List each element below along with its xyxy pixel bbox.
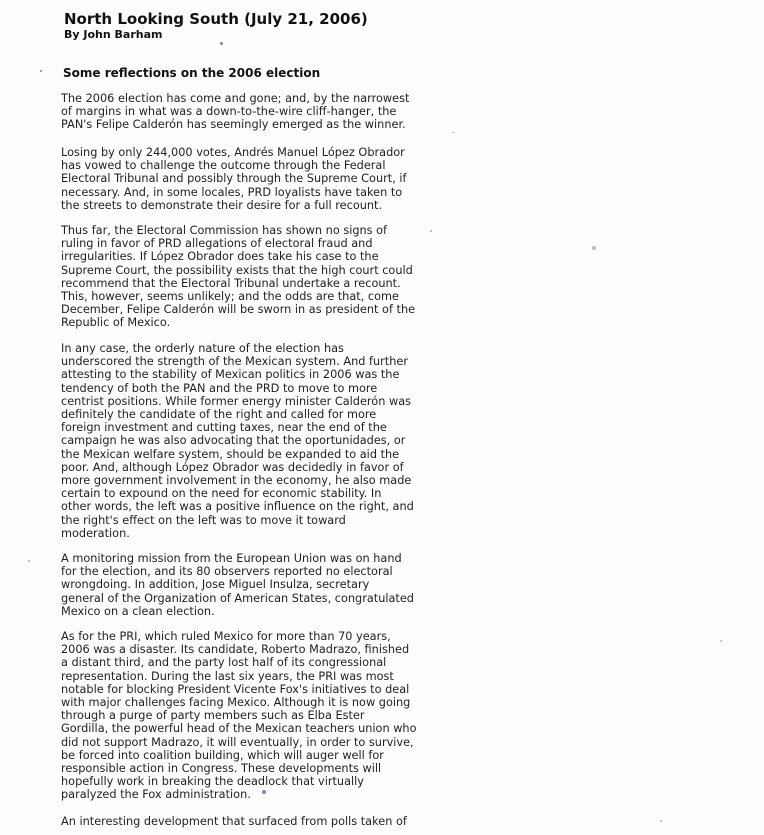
paragraph-line: A monitoring mission from the European Union was on hand (61, 552, 402, 565)
paragraph-line: Republic of Mexico. (61, 316, 171, 330)
paragraph-line: moderation. (61, 526, 130, 540)
paragraph-line: 2006 was a disaster. Its candidate, Roberto Madrazo, finished (61, 643, 410, 657)
paragraph-line: necessary. And, in some locales, PRD loyalists have taken to (61, 185, 403, 199)
paragraph-line: with major challenges facing Mexico. Although it is now going (61, 696, 411, 710)
scan-speck (40, 70, 42, 72)
scan-speck (430, 230, 432, 232)
paragraph-line: representation. During the last six years, the PRI was most (61, 669, 394, 683)
paragraph-line: Thus far, the Electoral Commission has shown no signs of (61, 224, 388, 237)
paragraph-line: the Mexican welfare system, should be expanded to aid the (61, 447, 400, 461)
paragraph-line: a distant third, and the party lost half of its congressional (61, 656, 387, 670)
paragraph-line: the streets to demonstrate their desire for a full recount. (61, 198, 383, 212)
paragraph-line: irregularities. If López Obrador does take his case to the (61, 250, 379, 264)
scan-speck (452, 132, 455, 133)
paragraph-line: wrongdoing. In addition, Jose Miguel Insulza, secretary (61, 578, 370, 592)
paragraph-line: be forced into coalition building, which will auger well for (61, 748, 384, 762)
scan-speck (262, 790, 266, 794)
paragraph-line: An interesting development that surfaced from polls taken of (61, 815, 407, 828)
paragraph-line: Supreme Court, the possibility exists that the high court could (61, 263, 413, 277)
paragraph-line: has vowed to challenge the outcome through the Federal (61, 159, 386, 173)
paragraph-line: underscored the strength of the Mexican system. And further (61, 355, 408, 369)
paragraph-line: This, however, seems unlikely; and the odds are that, come (61, 290, 399, 304)
paragraph-7 (61, 815, 407, 828)
paragraph-line: through a purge of party members such as Elba Ester (61, 709, 365, 723)
paragraph-line: Electoral Tribunal and possibly through the Supreme Court, if (61, 172, 407, 186)
paragraph-line: attesting to the stability of Mexican politics in 2006 was the (61, 368, 400, 382)
paragraph-line: Losing by only 244,000 votes, Andrés Manuel López Obrador (61, 146, 405, 159)
paragraph-line: In any case, the orderly nature of the election has (61, 342, 344, 355)
scan-speck (660, 820, 662, 822)
paragraph-4 (61, 342, 414, 540)
paragraph-6 (61, 630, 417, 802)
paragraph-line: tendency of both the PAN and the PRD to move to more (61, 381, 378, 395)
scan-speck (720, 640, 722, 642)
section-heading: Some reflections on the 2006 election (63, 66, 321, 80)
paragraph-line: December, Felipe Calderón will be sworn in as president of the (61, 303, 416, 317)
paragraph-line: the right's effect on the left was to move it toward (61, 513, 346, 527)
paragraph-line: notable for blocking President Vicente Fox's initiatives to deal (61, 682, 410, 696)
paragraph-line: campaign he was also advocating that the oportunidades, or (61, 434, 406, 448)
paragraph-line: As for the PRI, which ruled Mexico for more than 70 years, (61, 630, 391, 643)
paragraph-line: centrist positions. While former energy minister Calderón was (61, 394, 411, 408)
paragraph-line: general of the Organization of American States, congratulated (61, 591, 414, 605)
article-header (64, 10, 368, 42)
paragraph-line: for the election, and its 80 observers reported no electoral (61, 565, 393, 579)
article-byline: By John Barham (64, 28, 163, 41)
paragraph-line: recommend that the Electoral Tribunal undertake a recount. (61, 276, 401, 290)
paragraph-1 (61, 92, 409, 132)
article-title: North Looking South (July 21, 2006) (64, 10, 368, 28)
paragraph-line: definitely the candidate of the right and called for more (61, 408, 377, 422)
paragraph-line: of margins in what was a down-to-the-wire cliff-hanger, the (61, 105, 397, 119)
scan-speck (592, 246, 596, 250)
paragraph-line: more government involvement in the economy, he also made (61, 474, 412, 488)
paragraph-5 (61, 552, 414, 618)
paragraph-line: foreign investment and cutting taxes, near the end of the (61, 421, 387, 435)
paragraph-line: Mexico on a clean election. (61, 604, 215, 618)
paragraph-2 (61, 146, 407, 212)
paragraph-line: poor. And, although López Obrador was decidedly in favor of (61, 460, 404, 474)
paragraph-3 (61, 224, 415, 330)
paragraph-line: other words, the left was a positive influence on the right, and (61, 500, 414, 514)
paragraph-line: Gordilla, the powerful head of the Mexican teachers union who (61, 722, 417, 736)
paragraph-line: certain to expound on the need for economic stability. In (61, 487, 382, 501)
scan-speck (28, 560, 30, 562)
paragraph-line: The 2006 election has come and gone; and, by the narrowest (61, 92, 410, 105)
paragraph-line: PAN's Felipe Calderón has seemingly emerged as the winner. (61, 118, 406, 132)
paragraph-line: hopefully work in breaking the deadlock that virtually (61, 775, 364, 789)
paragraph-line: ruling in favor of PRD allegations of electoral fraud and (61, 237, 373, 251)
scan-speck (220, 42, 223, 45)
paragraph-line: responsible action in Congress. These developments will (61, 762, 382, 776)
paragraph-line: paralyzed the Fox administration. (61, 788, 251, 802)
paragraph-line: did not support Madrazo, it will eventually, in order to survive, (61, 735, 414, 749)
